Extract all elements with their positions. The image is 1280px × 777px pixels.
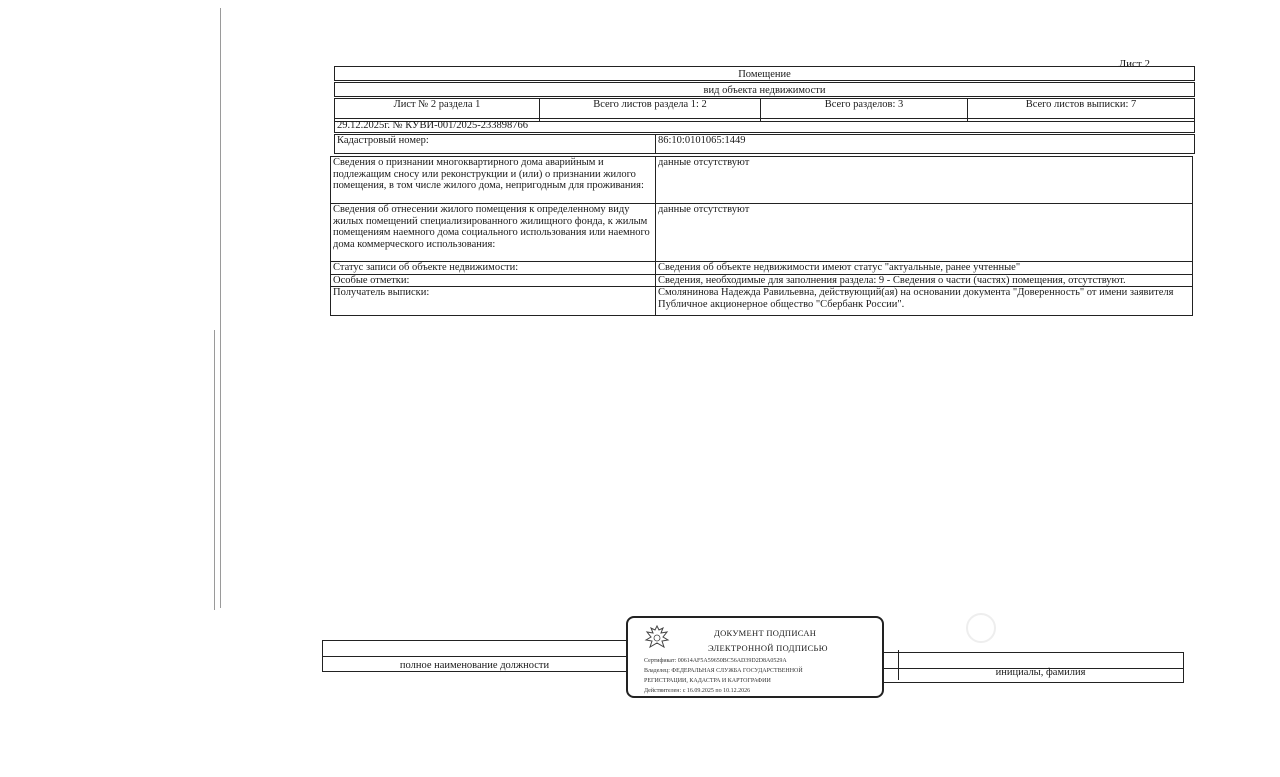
table-row (331, 287, 1193, 316)
cadastral-value: 86:10:0101065:1449 (656, 135, 1195, 154)
total-section-sheets: Всего листов раздела 1: 2 (540, 99, 761, 122)
total-sections: Всего разделов: 3 (761, 99, 968, 122)
object-info-table (330, 156, 1193, 316)
object-type-caption: вид объекта недвижимости (334, 82, 1195, 97)
document-number: 29.12.2025г. № КУВИ-001/2025-233898766 (334, 118, 1195, 133)
footer-line (322, 656, 627, 657)
stamp-line-1: ДОКУМЕНТ ПОДПИСАН (714, 628, 817, 638)
stamp-owner-cont: РЕГИСТРАЦИИ, КАДАСТРА И КАРТОГРАФИИ (644, 678, 771, 684)
cadastral-label: Кадастровый номер: (335, 135, 656, 154)
table-row (331, 274, 1193, 287)
sheet-label: Лист 2 (1118, 58, 1150, 70)
watermark-icon (966, 613, 996, 643)
footer-line (884, 682, 1184, 683)
sheet-of-section: Лист № 2 раздела 1 (335, 99, 540, 122)
row-value: Сведения об объекте недвижимости имеют статус "актуальные, ранее учтенные" (656, 262, 1193, 275)
e-signature-stamp (626, 616, 884, 698)
table-row (331, 157, 1193, 204)
object-title: Помещение (334, 66, 1195, 81)
cadastral-table (334, 134, 1195, 154)
row-value: данные отсутствуют (656, 204, 1193, 262)
row-label: Сведения об отнесении жилого помещения к определенному виду жилых помещений специализированного жилищного фонда, к жилым помещениям наемного дома социального использования или наемного дома коммерческого использования: (331, 204, 656, 262)
table-row (331, 262, 1193, 275)
stamp-validity: Действителен: с 16.09.2025 по 10.12.2026 (644, 688, 751, 694)
footer-line (322, 671, 627, 672)
footer-divider (1183, 652, 1184, 682)
eagle-emblem-icon (642, 624, 672, 652)
initials-caption: инициалы, фамилия (995, 667, 1086, 678)
scan-margin-line (220, 8, 221, 608)
row-label: Получатель выписки: (331, 287, 656, 316)
footer-line (322, 640, 627, 641)
stamp-owner: Владелец: ФЕДЕРАЛЬНАЯ СЛУЖБА ГОСУДАРСТВЕННОЙ (644, 668, 803, 674)
table-row (331, 204, 1193, 262)
stamp-line-2: ЭЛЕКТРОННОЙ ПОДПИСЬЮ (708, 643, 828, 653)
row-value: данные отсутствуют (656, 157, 1193, 204)
row-value: Смолянинова Надежда Равильевна, действующий(ая) на основании документа "Доверенность" от имени заявителя Публичное акционерное общество "Сбербанк России". (656, 287, 1193, 316)
stamp-certificate: Сертификат: 00614AF5A59650BC56AD39D2D8A0529A (644, 658, 787, 664)
row-label: Сведения о признании многоквартирного дома аварийным и подлежащим сносу или реконструкции и (или) о признании жилого помещения, в том числе жилого дома, непригодным для проживания: (331, 157, 656, 204)
row-label: Статус записи об объекте недвижимости: (331, 262, 656, 275)
total-extract-sheets: Всего листов выписки: 7 (968, 99, 1195, 122)
position-caption: полное наименование должности (399, 660, 550, 671)
row-label: Особые отметки: (331, 274, 656, 287)
row-value: Сведения, необходимые для заполнения раздела: 9 - Сведения о части (частях) помещения, отсутствуют. (656, 274, 1193, 287)
footer-line (884, 652, 1184, 653)
scan-margin-line (214, 330, 215, 610)
